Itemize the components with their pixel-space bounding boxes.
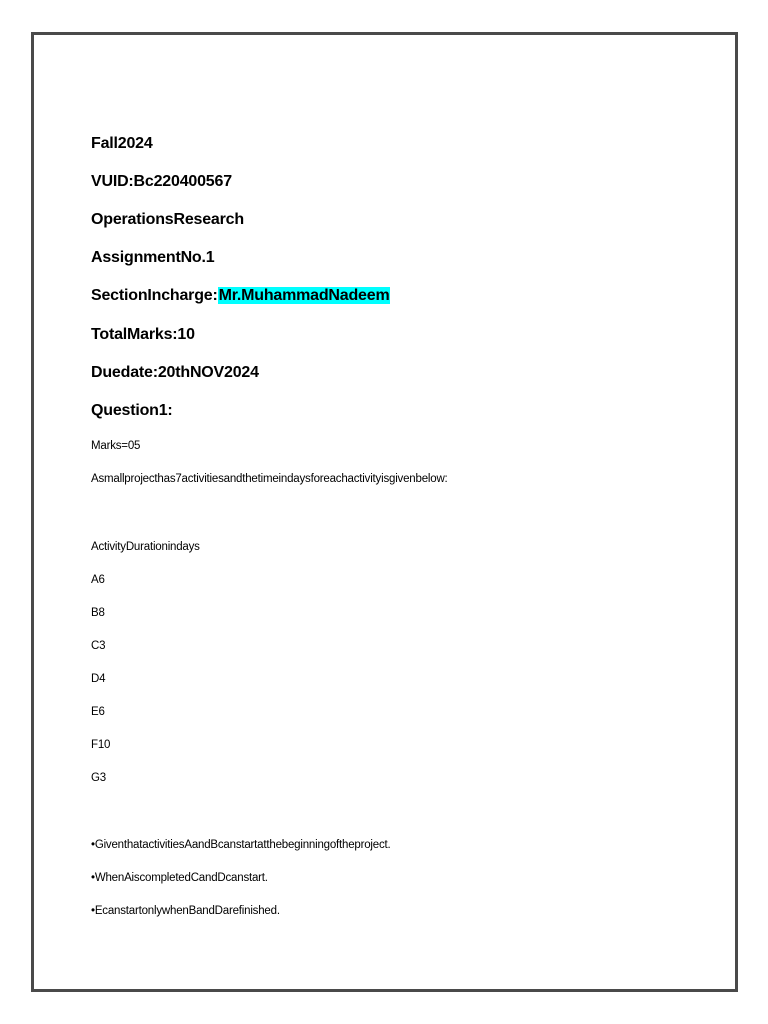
activity-row: D4 [91, 673, 106, 685]
condition-bullet: •WhenAiscompletedCandDcanstart. [91, 872, 268, 884]
section-incharge-heading [91, 287, 390, 305]
intro-text: Asmallprojecthas7activitiesandthetimeindaysforeachactivityisgivenbelow: [91, 473, 448, 485]
activity-row: E6 [91, 706, 105, 718]
marks-text: Marks=05 [91, 440, 141, 452]
vuid-heading: VUID:Bc220400567 [91, 173, 232, 190]
activity-row: G3 [91, 772, 106, 784]
activity-row: C3 [91, 640, 106, 652]
question-title: Question1: [91, 402, 173, 419]
semester-heading: Fall2024 [91, 135, 153, 152]
activity-row: F10 [91, 739, 111, 751]
activity-row: B8 [91, 607, 105, 619]
total-marks-heading: TotalMarks:10 [91, 326, 195, 343]
course-heading: OperationsResearch [91, 211, 244, 228]
document-page [31, 32, 738, 992]
activity-row: A6 [91, 574, 105, 586]
due-date-heading: Duedate:20thNOV2024 [91, 364, 259, 381]
assignment-heading: AssignmentNo.1 [91, 249, 215, 266]
activity-table-header: ActivityDurationindays [91, 541, 200, 553]
section-incharge-label: SectionIncharge: [91, 287, 218, 304]
condition-bullet: •EcanstartonlywhenBandDarefinished. [91, 905, 280, 917]
condition-bullet: •GiventhatactivitiesAandBcanstartatthebeginningoftheproject. [91, 839, 391, 851]
section-incharge-name: Mr.MuhammadNadeem [218, 287, 390, 304]
